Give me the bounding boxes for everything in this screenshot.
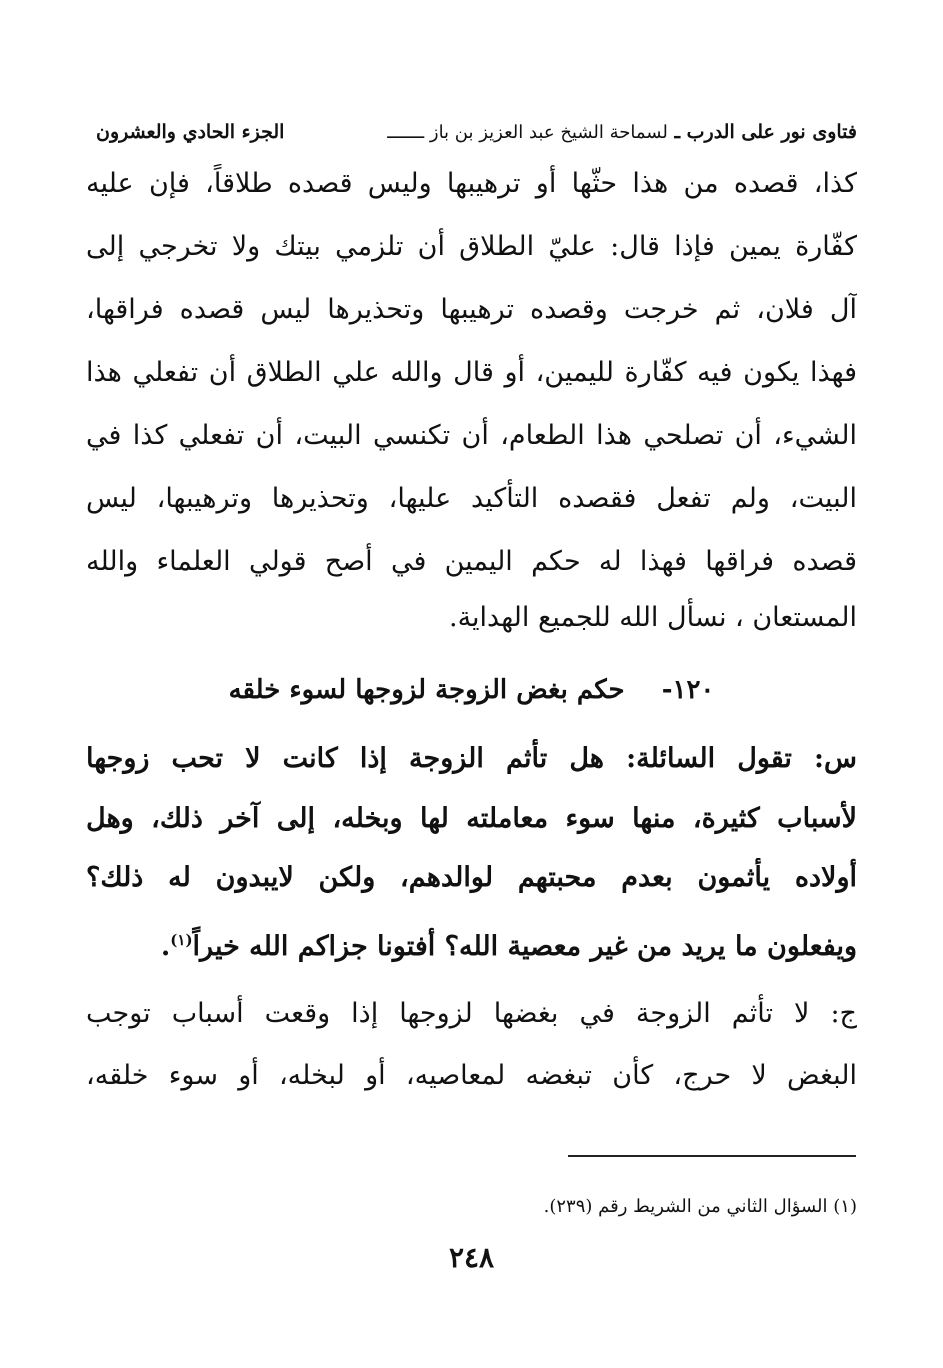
question-period: . [160, 931, 171, 962]
running-header [96, 114, 857, 150]
paragraph-line: فهذا يكون فيه كفّارة لليمين، أو قال والله علي الطلاق أن تفعلي هذا [86, 357, 857, 388]
paragraph-line: المستعان ، نسأل الله للجميع الهداية. [448, 602, 857, 633]
paragraph-line: آل فلان، ثم خرجت وقصده ترهيبها وتحذيرها ليس قصده فراقها، [86, 294, 857, 325]
paragraph-line: كذا، قصده من هذا حثّها أو ترهيبها وليس قصده طلاقاً، فإن عليه [86, 168, 857, 199]
paragraph-line: قصده فراقها فهذا له حكم اليمين في أصح قولي العلماء والله [86, 546, 857, 577]
question-line: س: تقول السائلة: هل تأثم الزوجة إذا كانت لا تحب زوجها [86, 743, 857, 774]
question-line: لأسباب كثيرة، منها سوء معاملته لها وبخله، إلى آخر ذلك، وهل [86, 803, 857, 834]
question-line: أولاده يأثمون بعدم محبتهم لوالدهم، ولكن لايبدون له ذلك؟ [86, 862, 857, 893]
footnote-separator [568, 1155, 856, 1157]
paragraph-line: الشيء، أن تصلحي هذا الطعام، أن تكنسي البيت، أن تفعلي كذا في [86, 420, 857, 451]
question-line-last [86, 920, 857, 967]
footnote-marker: (١) [170, 931, 193, 949]
book-title-text: فتاوى نور على الدرب ـ [674, 121, 857, 143]
section-heading [86, 668, 857, 712]
section-number: ١٢٠- [661, 675, 715, 705]
answer-line: ج: لا تأثم الزوجة في بغضها لزوجها إذا وقعت أسباب توجب [86, 998, 857, 1029]
answer-line: البغض لا حرج، كأن تبغضه لمعاصيه، أو لبخله، أو سوء خلقه، [86, 1060, 857, 1091]
header-book-title [387, 121, 857, 143]
question-text: ويفعلون ما يريد من غير معصية الله؟ أفتونا جزاكم الله خيراً [192, 931, 857, 962]
paragraph-line: كفّارة يمين فإذا قال: عليّ الطلاق أن تلزمي بيتك ولا تخرجي إلى [86, 231, 857, 262]
page-number: ٢٤٨ [448, 1241, 495, 1274]
author-text: لسماحة الشيخ عبد العزيز بن باز ـــــــ [387, 122, 668, 143]
section-title: حكم بغض الزوجة لزوجها لسوء خلقه [228, 675, 625, 705]
header-volume: الجزء الحادي والعشرون [96, 121, 285, 143]
footnote: (١) السؤال الثاني من الشريط رقم (٢٣٩). [543, 1196, 857, 1217]
paragraph-line: البيت، ولم تفعل فقصده التأكيد عليها، وتحذيرها وترهيبها، ليس [86, 483, 857, 514]
